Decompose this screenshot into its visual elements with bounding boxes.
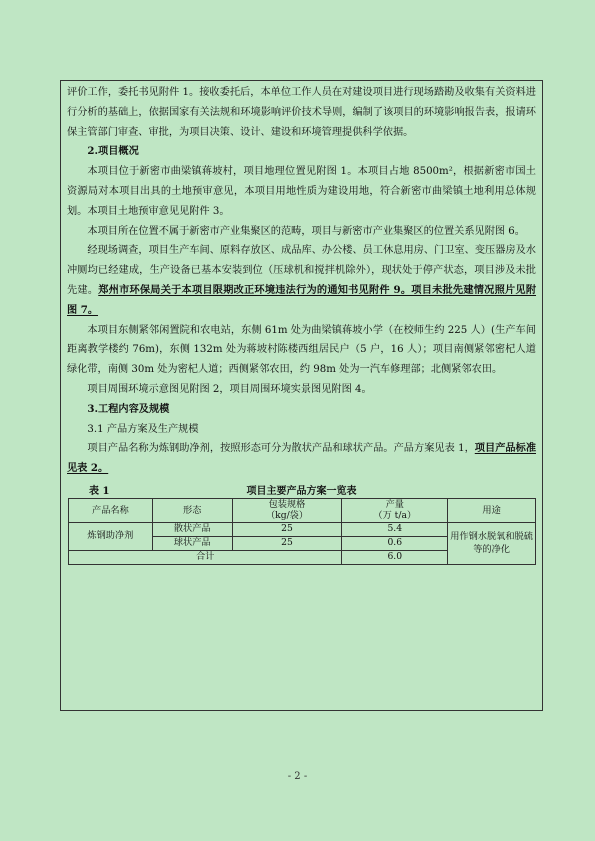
product-table [68,498,536,565]
cell-total-value: 6.0 [342,550,448,564]
header-output: 产量 （万 t/a） [342,498,448,522]
cell-pack: 25 [232,536,342,550]
table-caption [67,482,536,498]
subsection-heading-products: 3.1 产品方案及生产规模 [87,423,199,435]
content-frame [60,80,543,711]
cell-form: 散状产品 [152,522,232,536]
paragraph-surroundings: 本项目东侧紧邻闲置院和农电站，东侧 61m 处为曲梁镇蒋坡小学（在校师生约 225 人）(生产车间距离教学楼约 76m)，东侧 132m 处为蒋坡村陈楼西组居民户（5 户，16 人）；项目南侧紧邻密杞人道绿化带，南侧 30m 处为密杞人道；西侧紧邻农田，约 98m 处为一汽车修理部；北侧紧邻农田。 [67,324,536,376]
table-title: 项目主要产品方案一览表 [246,485,357,497]
paragraph-location: 本项目位于新密市曲梁镇蒋坡村，项目地理位置见附图 1。本项目占地 8500m²，根据新密市国土资源局对本项目出具的土地预审意见，本项目用地性质为建设用地，符合新密市曲梁镇土地利用总体规划。本项目土地预审意见见附件 3。 [67,166,536,217]
section-heading-overview: 2.项目概况 [87,145,139,158]
cell-form: 球状产品 [152,536,232,550]
page-number: - 2 - [287,771,308,782]
products-standard-text: 项目产品标准见表 2。 [67,442,536,475]
paragraph-products [67,439,536,479]
paragraph-figures: 项目周围环境示意图见附图 2，项目周围环境实景图见附图 4。 [87,383,372,395]
header-form: 形态 [152,498,232,522]
paragraph-status [67,241,536,320]
cell-output: 0.6 [342,536,448,550]
header-pack: 包装规格 （kg/袋） [232,498,342,522]
table-number: 表 1 [89,485,110,497]
status-text: 经现场调查，项目生产车间、原料存放区、成品库、办公楼、员工休息用房、门卫室、变压器房及水冲厕均已经建成，生产设备已基本安装到位（压球机和搅拌机除外），现状处于停产状态，项目涉及未批先建。 [67,245,536,296]
cell-output: 5.4 [342,522,448,536]
paragraph-intro: 评价工作，委托书见附件 1。接收委托后，本单位工作人员在对建设项目进行现场踏勘及收集有关资料进行分析的基础上，依据国家有关法规和环境影响评价技术导则，编制了该项目的环境影响报告表，报请环保主管部门审查、审批，为项目决策、设计、建设和环境管理提供科学依据。 [67,87,536,138]
table-row [69,522,536,536]
paragraph-cluster: 本项目所在位置不属于新密市产业集聚区的范畴，项目与新密市产业集聚区的位置关系见附图 6。 [87,225,525,237]
cell-use: 用作钢水脱氧和脱硫等的净化 [448,522,536,564]
header-name: 产品名称 [69,498,153,522]
section-heading-scope: 3.工程内容及规模 [87,402,170,415]
table-header-row [69,498,536,522]
cell-pack: 25 [232,522,342,536]
products-text: 项目产品名称为炼钢助净剂，按照形态可分为散状产品和球状产品。产品方案见表 1， [87,443,475,455]
cell-product-name: 炼钢助净剂 [69,522,153,550]
cell-total-label: 合计 [69,550,342,564]
status-notice-text: 郑州市环保局关于本项目限期改正环境违法行为的通知书见附件 9。项目未批先建情况照片见附图 7。 [67,283,537,316]
header-use: 用途 [448,498,536,522]
